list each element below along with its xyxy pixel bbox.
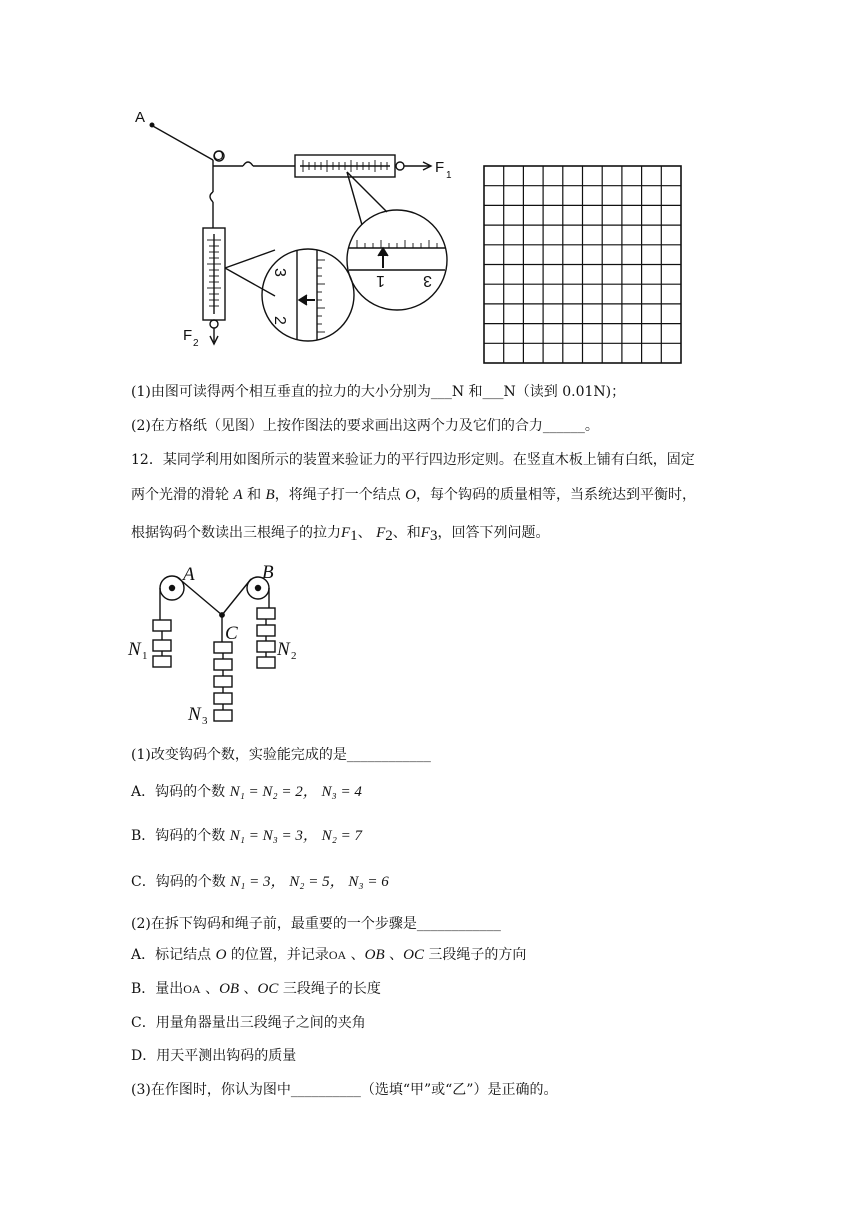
q12-part1-option-C: C．钩码的个数 N₁ = 3， N₂ = 5， N₃ = 6 bbox=[131, 874, 389, 890]
figure-pulleys bbox=[125, 558, 325, 733]
q12-intro-line2: 两个光滑的滑轮 A 和 B，将绳子打一个结点 O，每个钩码的质量相等，当系统达到平衡时， bbox=[131, 487, 696, 503]
label-pulley-A: A bbox=[183, 564, 195, 585]
square-grid bbox=[484, 166, 681, 363]
mag-h-num-left: 1 bbox=[376, 272, 385, 289]
q12-part2-option-C: C．用量角器量出三段绳子之间的夹角 bbox=[131, 1015, 366, 1031]
q12-part1-option-A: A．钩码的个数 N₁ = N₂ = 2， N₃ = 4 bbox=[131, 784, 362, 800]
q11-part1: (1)由图可读得两个相互垂直的拉力的大小分别为___N 和___N（读到 0.01N)； bbox=[131, 384, 626, 400]
mag-v-num-bottom: 2 bbox=[271, 316, 288, 325]
q12-part2-option-A: A．标记结点 O 的位置，并记录OA 、OB 、OC 三段绳子的方向 bbox=[131, 947, 527, 963]
label-N1: N bbox=[128, 639, 141, 660]
q12-part2-question: (2)在拆下钩码和绳子前，最重要的一个步骤是____________ bbox=[131, 916, 501, 932]
label-C: C bbox=[225, 623, 238, 644]
figure-spring-balances bbox=[125, 100, 695, 370]
q12-intro-line3: 根据钩码个数读出三根绳子的拉力$F_1$、 $F_2$、和$F_3$，回答下列问题。 bbox=[131, 525, 550, 544]
mag-v-num-top: 3 bbox=[271, 268, 288, 277]
mag-h-num-right: 3 bbox=[423, 272, 432, 289]
label-A: A bbox=[135, 109, 146, 126]
q12-part3-question: (3)在作图时，你认为图中__________（选填“甲”或“乙”）是正确的。 bbox=[131, 1082, 558, 1098]
label-pulley-B: B bbox=[262, 562, 274, 583]
q12-part1-option-B: B．钩码的个数 N₁ = N₃ = 3， N₂ = 7 bbox=[131, 828, 363, 844]
q12-intro-line1: 12．某同学利用如图所示的装置来验证力的平行四边形定则。在竖直木板上铺有白纸，固定 bbox=[131, 452, 695, 468]
label-F2: F bbox=[183, 327, 193, 344]
q12-part2-option-D: D．用天平测出钩码的质量 bbox=[131, 1048, 297, 1064]
label-N2-sub: 2 bbox=[291, 650, 297, 662]
label-F1: F bbox=[435, 159, 445, 176]
q12-part1-question: (1)改变钩码个数，实验能完成的是____________ bbox=[131, 747, 431, 763]
label-N2: N bbox=[277, 639, 290, 660]
label-O: O bbox=[213, 147, 224, 163]
label-F2-sub: 2 bbox=[193, 338, 199, 349]
label-N3-sub: 3 bbox=[202, 715, 208, 727]
q12-part2-option-B: B．量出OA 、OB 、OC 三段绳子的长度 bbox=[131, 981, 381, 997]
q11-part2: (2)在方格纸（见图）上按作图法的要求画出这两个力及它们的合力______。 bbox=[131, 418, 599, 434]
label-N3: N bbox=[188, 704, 201, 725]
label-F1-sub: 1 bbox=[446, 170, 452, 181]
label-N1-sub: 1 bbox=[142, 650, 148, 662]
